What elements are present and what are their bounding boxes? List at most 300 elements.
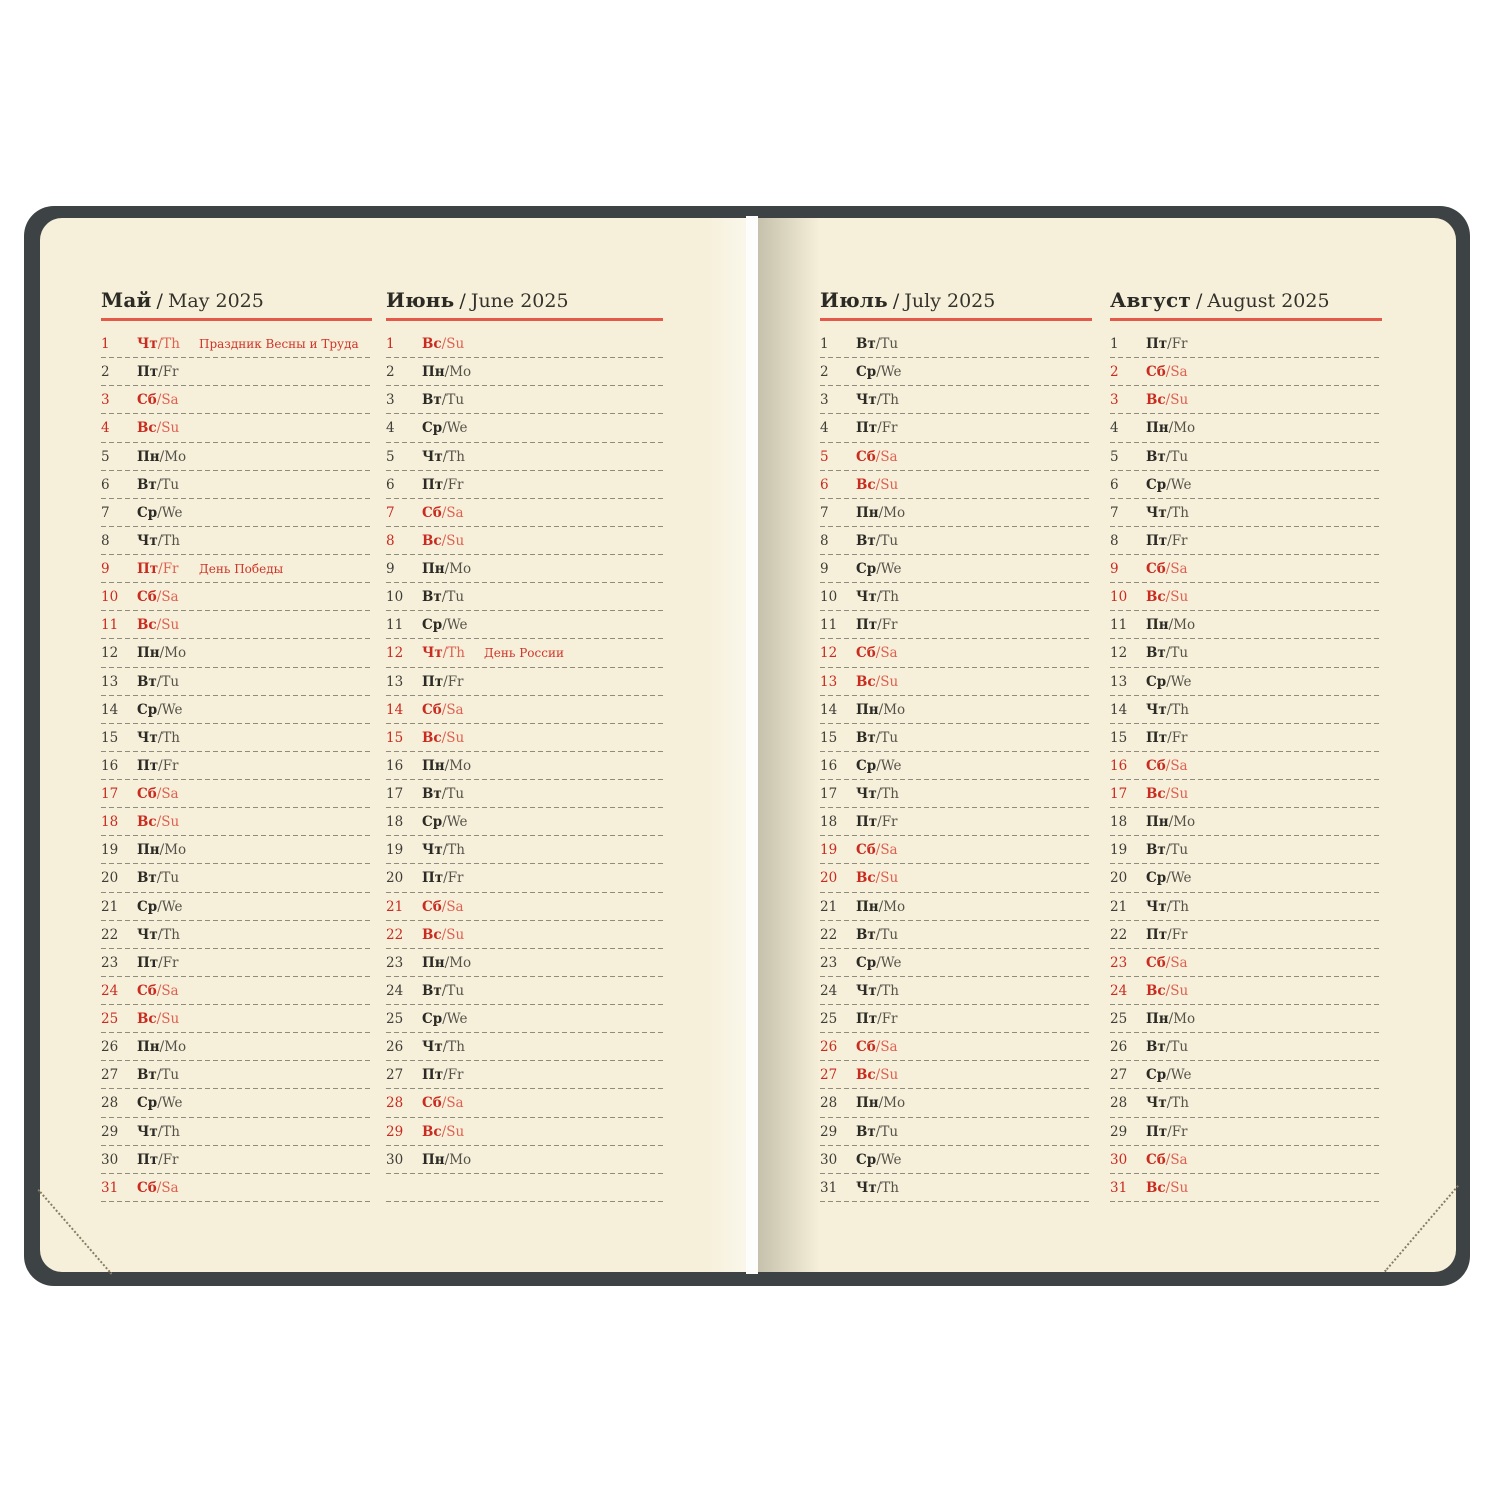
day-abbr-en: Tu [880, 532, 899, 549]
day-abbr-separator: / [443, 1067, 448, 1084]
day-abbr-ru: Чт [1146, 1095, 1167, 1112]
day-row [820, 1033, 1092, 1061]
day-abbr-ru: Ср [856, 757, 877, 774]
day-number: 27 [820, 1067, 838, 1084]
day-row [1110, 977, 1382, 1005]
day-abbr [137, 505, 199, 521]
day-abbr-en: Su [880, 870, 899, 887]
day-abbr-separator: / [158, 1151, 163, 1168]
day-row [101, 527, 372, 555]
day-abbr-ru: Вт [1146, 1039, 1166, 1056]
day-rows [101, 330, 372, 1202]
day-abbr [422, 955, 484, 971]
day-row [101, 1118, 372, 1146]
day-row [1110, 1089, 1382, 1117]
day-abbr-ru: Вс [422, 926, 442, 943]
day-abbr-en: We [1170, 1067, 1192, 1084]
day-abbr-ru: Вт [1146, 448, 1166, 465]
day-abbr-en: Sa [1170, 364, 1188, 381]
day-abbr-separator: / [1165, 1151, 1171, 1168]
day-abbr-en: We [161, 1095, 183, 1112]
day-abbr-en: Su [161, 617, 180, 634]
day-abbr [1146, 477, 1208, 493]
day-number: 9 [386, 561, 395, 578]
day-row [820, 864, 1092, 892]
day-abbr-en: Th [447, 645, 465, 662]
day-abbr-en: Mo [883, 504, 906, 521]
day-abbr-ru: Вт [856, 336, 876, 353]
day-abbr-en: Th [1171, 701, 1189, 718]
day-row [820, 696, 1092, 724]
day-abbr-separator: / [877, 814, 882, 831]
day-abbr [1146, 336, 1208, 352]
day-abbr [422, 477, 484, 493]
day-abbr-separator: / [1165, 842, 1171, 859]
day-row [820, 555, 1092, 583]
day-row [820, 836, 1092, 864]
day-abbr [1146, 364, 1208, 380]
day-abbr-en: Fr [1171, 926, 1188, 943]
day-row [386, 808, 663, 836]
day-number: 25 [386, 1011, 404, 1028]
day-abbr-ru: Вс [137, 814, 157, 831]
day-row [101, 414, 372, 442]
day-abbr-separator: / [444, 954, 450, 971]
day-abbr-separator: / [441, 589, 447, 606]
day-abbr-en: Sa [161, 1179, 179, 1196]
day-abbr-ru: Пт [856, 617, 878, 634]
day-abbr [1146, 927, 1208, 943]
day-abbr-ru: Вт [137, 476, 157, 493]
holiday-label: День России [484, 646, 564, 661]
day-abbr-separator: / [442, 448, 448, 465]
day-abbr-ru: Вс [422, 1123, 442, 1140]
day-abbr-separator: / [878, 504, 884, 521]
day-abbr-separator: / [1166, 870, 1171, 887]
day-number: 14 [386, 701, 404, 718]
day-abbr [856, 1124, 918, 1140]
day-abbr [422, 702, 484, 718]
day-number: 24 [820, 982, 838, 999]
day-abbr-en: Mo [449, 757, 472, 774]
month-title-ru: Май [101, 288, 152, 312]
day-row [101, 555, 372, 583]
day-abbr [1146, 786, 1208, 802]
day-row [820, 471, 1092, 499]
day-abbr-ru: Вт [856, 532, 876, 549]
day-number: 7 [1110, 504, 1119, 521]
day-abbr-en: We [161, 504, 183, 521]
day-abbr [1146, 561, 1208, 577]
day-abbr-separator: / [157, 1095, 162, 1112]
day-abbr-en: Th [1171, 1095, 1189, 1112]
day-number: 15 [101, 729, 119, 746]
day-row [1110, 752, 1382, 780]
day-abbr-separator: / [1165, 589, 1171, 606]
day-row [820, 724, 1092, 752]
day-abbr-en: Su [1170, 392, 1189, 409]
day-abbr [422, 1011, 484, 1027]
day-abbr-en: Th [1171, 504, 1189, 521]
day-abbr-en: Mo [1173, 814, 1196, 831]
day-row [386, 864, 663, 892]
day-abbr [856, 674, 918, 690]
day-abbr-en: Su [446, 1123, 465, 1140]
day-abbr-separator: / [158, 757, 163, 774]
day-row [820, 1146, 1092, 1174]
day-abbr-ru: Вт [1146, 645, 1166, 662]
day-abbr-separator: / [441, 786, 447, 803]
day-row [101, 443, 372, 471]
day-abbr-ru: Чт [856, 982, 877, 999]
day-row [101, 752, 372, 780]
day-abbr-separator: / [156, 392, 162, 409]
day-abbr-ru: Пн [422, 757, 445, 774]
day-abbr-ru: Вс [856, 673, 876, 690]
day-abbr-ru: Чт [137, 926, 158, 943]
day-abbr [137, 842, 199, 858]
day-number: 10 [1110, 589, 1128, 606]
day-row [1110, 471, 1382, 499]
day-number: 27 [101, 1067, 119, 1084]
month-title-ru: Июнь [386, 288, 455, 312]
day-abbr-en: Mo [164, 1039, 187, 1056]
day-abbr-ru: Пт [422, 673, 444, 690]
day-abbr-ru: Ср [1146, 870, 1167, 887]
day-abbr-ru: Ср [422, 1011, 443, 1028]
day-abbr-separator: / [1167, 1123, 1172, 1140]
day-row [386, 724, 663, 752]
day-number: 28 [1110, 1095, 1128, 1112]
day-row [101, 583, 372, 611]
day-abbr-en: Tu [161, 1067, 180, 1084]
day-abbr-separator: / [1166, 476, 1171, 493]
day-number: 18 [1110, 814, 1128, 831]
day-abbr-separator: / [156, 814, 162, 831]
day-number: 5 [101, 448, 110, 465]
day-abbr-ru: Сб [137, 786, 157, 803]
day-abbr [137, 674, 199, 690]
day-abbr-ru: Сб [422, 898, 442, 915]
day-abbr-ru: Сб [137, 1179, 157, 1196]
day-abbr-ru: Пт [1146, 729, 1168, 746]
day-abbr-separator: / [441, 392, 447, 409]
day-abbr-en: Tu [446, 589, 465, 606]
day-abbr [137, 1067, 199, 1083]
day-row [820, 330, 1092, 358]
day-number: 26 [1110, 1039, 1128, 1056]
day-abbr-ru: Ср [137, 504, 158, 521]
day-abbr-en: Tu [161, 870, 180, 887]
page-gutter [746, 216, 758, 1274]
day-abbr-separator: / [156, 476, 162, 493]
day-abbr-en: Mo [449, 364, 472, 381]
day-abbr-en: Fr [881, 814, 898, 831]
day-row [386, 977, 663, 1005]
day-abbr-separator: / [156, 786, 162, 803]
day-abbr-ru: Ср [422, 420, 443, 437]
day-abbr-separator: / [442, 617, 447, 634]
day-abbr-separator: / [1166, 673, 1171, 690]
day-abbr-en: Fr [881, 1011, 898, 1028]
day-abbr-en: Tu [1170, 645, 1189, 662]
day-abbr-separator: / [875, 448, 881, 465]
day-abbr [137, 702, 199, 718]
day-abbr [856, 449, 918, 465]
day-abbr [422, 758, 484, 774]
day-number: 13 [820, 673, 838, 690]
day-abbr-separator: / [157, 898, 162, 915]
day-abbr-en: Th [162, 926, 180, 943]
day-abbr-separator: / [442, 645, 448, 662]
day-number: 21 [1110, 898, 1128, 915]
day-abbr [1146, 983, 1208, 999]
day-abbr-ru: Ср [422, 617, 443, 634]
day-abbr-en: We [880, 1151, 902, 1168]
day-abbr-ru: Сб [856, 1039, 876, 1056]
day-row [1110, 414, 1382, 442]
day-row [1110, 386, 1382, 414]
day-abbr-separator: / [444, 364, 450, 381]
day-row [101, 780, 372, 808]
day-abbr [137, 1152, 199, 1168]
day-abbr-ru: Чт [422, 645, 443, 662]
day-number: 27 [386, 1067, 404, 1084]
day-abbr [856, 702, 918, 718]
day-abbr-ru: Ср [856, 954, 877, 971]
day-abbr-ru: Чт [1146, 701, 1167, 718]
day-abbr [422, 364, 484, 380]
day-abbr-separator: / [444, 561, 450, 578]
day-abbr-separator: / [156, 982, 162, 999]
day-row [101, 499, 372, 527]
day-abbr-ru: Пн [856, 1095, 879, 1112]
day-abbr-ru: Пн [422, 561, 445, 578]
day-number: 10 [820, 589, 838, 606]
day-number: 29 [820, 1123, 838, 1140]
day-number: 3 [1110, 392, 1119, 409]
day-abbr-ru: Пт [137, 757, 159, 774]
day-abbr-separator: / [1165, 392, 1171, 409]
day-abbr-separator: / [875, 729, 881, 746]
day-abbr-en: Th [162, 729, 180, 746]
day-abbr [856, 730, 918, 746]
day-row [386, 752, 663, 780]
day-abbr-ru: Вт [856, 926, 876, 943]
day-number: 6 [820, 476, 829, 493]
day-number: 24 [386, 982, 404, 999]
day-abbr-separator: / [441, 336, 447, 353]
day-abbr-separator: / [156, 1067, 162, 1084]
day-abbr-ru: Пн [137, 645, 160, 662]
day-row [820, 893, 1092, 921]
day-abbr-en: Sa [161, 589, 179, 606]
day-row [820, 1005, 1092, 1033]
day-abbr-ru: Пт [1146, 336, 1168, 353]
day-abbr-ru: Чт [137, 532, 158, 549]
day-row [386, 893, 663, 921]
day-abbr-separator: / [159, 645, 165, 662]
day-row [101, 1033, 372, 1061]
left-page-edge-highlight [706, 218, 746, 1272]
day-abbr [1146, 645, 1208, 661]
day-number: 15 [820, 729, 838, 746]
day-row [820, 527, 1092, 555]
day-abbr [1146, 955, 1208, 971]
month-title-ru: Июль [820, 288, 888, 312]
day-number: 28 [101, 1095, 119, 1112]
day-abbr-separator: / [156, 870, 162, 887]
day-abbr-ru: Сб [422, 504, 442, 521]
day-abbr-en: Tu [1170, 448, 1189, 465]
day-abbr [422, 842, 484, 858]
day-abbr-en: Sa [446, 1095, 464, 1112]
day-abbr-separator: / [1168, 420, 1174, 437]
day-row [820, 499, 1092, 527]
day-abbr [137, 561, 199, 577]
day-abbr [1146, 533, 1208, 549]
day-number: 12 [820, 645, 838, 662]
day-abbr-ru: Вс [1146, 1179, 1166, 1196]
day-abbr [422, 983, 484, 999]
day-row [101, 1061, 372, 1089]
day-abbr [1146, 589, 1208, 605]
day-abbr [137, 814, 199, 830]
day-number: 19 [386, 842, 404, 859]
day-abbr-separator: / [878, 1095, 884, 1112]
day-abbr-ru: Ср [856, 364, 877, 381]
day-number: 16 [386, 757, 404, 774]
day-number: 2 [820, 364, 829, 381]
day-abbr [422, 392, 484, 408]
day-number: 28 [820, 1095, 838, 1112]
day-abbr-ru: Чт [422, 842, 443, 859]
day-abbr-separator: / [876, 1179, 882, 1196]
day-abbr [1146, 1067, 1208, 1083]
day-abbr-separator: / [157, 532, 163, 549]
day-abbr-ru: Пт [422, 476, 444, 493]
day-abbr [422, 786, 484, 802]
day-abbr-ru: Ср [1146, 1067, 1167, 1084]
day-row [101, 471, 372, 499]
day-row [386, 1061, 663, 1089]
day-number: 23 [820, 954, 838, 971]
day-abbr-en: Th [881, 589, 899, 606]
day-abbr-separator: / [1168, 617, 1174, 634]
day-abbr-en: Fr [881, 617, 898, 634]
day-number: 29 [1110, 1123, 1128, 1140]
day-number: 8 [820, 532, 829, 549]
day-abbr-en: Fr [162, 364, 179, 381]
day-number: 31 [101, 1179, 119, 1196]
day-abbr [422, 420, 484, 436]
day-number: 15 [386, 729, 404, 746]
day-abbr-ru: Чт [137, 336, 158, 353]
day-abbr-en: We [446, 814, 468, 831]
day-number: 20 [101, 870, 119, 887]
day-row [1110, 555, 1382, 583]
day-row [101, 386, 372, 414]
day-abbr-en: Fr [447, 870, 464, 887]
day-abbr-ru: Ср [1146, 476, 1167, 493]
day-row [820, 611, 1092, 639]
day-abbr-separator: / [441, 729, 447, 746]
day-abbr-separator: / [876, 561, 881, 578]
day-abbr [137, 645, 199, 661]
day-abbr [856, 645, 918, 661]
day-abbr-separator: / [157, 729, 163, 746]
day-abbr-separator: / [1165, 786, 1171, 803]
day-number: 27 [1110, 1067, 1128, 1084]
day-abbr-ru: Вт [422, 392, 442, 409]
day-abbr-ru: Ср [137, 701, 158, 718]
day-row [386, 921, 663, 949]
day-abbr-separator: / [1165, 954, 1171, 971]
day-abbr-ru: Пт [422, 870, 444, 887]
day-abbr-en: Su [161, 1011, 180, 1028]
day-row [820, 1174, 1092, 1202]
day-abbr [856, 955, 918, 971]
day-abbr-en: Su [880, 476, 899, 493]
day-abbr [856, 1011, 918, 1027]
day-abbr-en: We [880, 561, 902, 578]
day-number: 2 [386, 364, 395, 381]
day-row [1110, 583, 1382, 611]
day-abbr-ru: Чт [1146, 504, 1167, 521]
day-abbr-separator: / [157, 701, 162, 718]
day-abbr-en: Mo [883, 1095, 906, 1112]
day-number: 16 [1110, 757, 1128, 774]
day-row [820, 1118, 1092, 1146]
day-row [820, 808, 1092, 836]
day-abbr-en: We [446, 1011, 468, 1028]
day-row [1110, 611, 1382, 639]
day-abbr [137, 364, 199, 380]
day-row [1110, 1061, 1382, 1089]
month-title-separator: / [892, 290, 900, 312]
day-abbr-ru: Сб [137, 982, 157, 999]
day-abbr-separator: / [441, 1123, 447, 1140]
day-number: 1 [820, 336, 829, 353]
day-abbr-en: We [161, 701, 183, 718]
day-abbr [856, 617, 918, 633]
day-abbr-separator: / [156, 420, 162, 437]
day-abbr-ru: Чт [422, 448, 443, 465]
day-row [1110, 668, 1382, 696]
day-abbr-en: Tu [161, 476, 180, 493]
day-abbr-separator: / [1166, 1067, 1171, 1084]
day-abbr-ru: Вс [856, 870, 876, 887]
day-row [1110, 949, 1382, 977]
month-column-2 [386, 288, 663, 1202]
day-number: 21 [386, 898, 404, 915]
day-abbr-separator: / [156, 1179, 162, 1196]
day-number: 31 [820, 1179, 838, 1196]
day-abbr-separator: / [156, 589, 162, 606]
day-abbr [856, 1039, 918, 1055]
day-abbr [856, 814, 918, 830]
day-abbr [856, 983, 918, 999]
day-abbr-separator: / [1166, 898, 1172, 915]
day-abbr-separator: / [875, 476, 881, 493]
day-row [1110, 330, 1382, 358]
day-abbr-en: Su [880, 1067, 899, 1084]
day-abbr [137, 1039, 199, 1055]
day-row [820, 921, 1092, 949]
day-abbr-ru: Пт [137, 364, 159, 381]
day-abbr-en: Sa [880, 1039, 898, 1056]
day-number: 26 [101, 1039, 119, 1056]
